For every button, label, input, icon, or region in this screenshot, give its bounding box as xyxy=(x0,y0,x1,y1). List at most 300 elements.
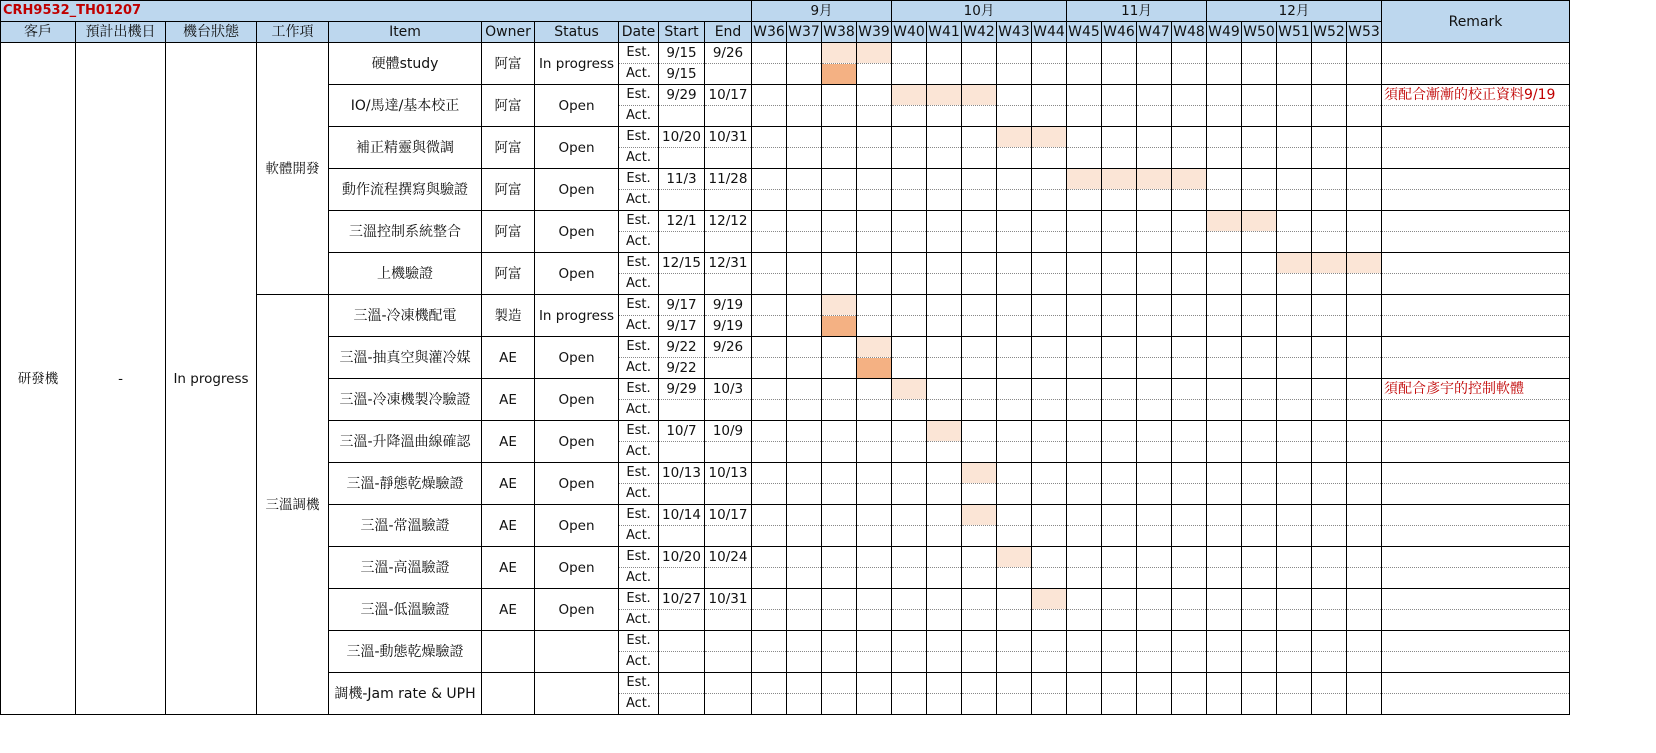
gantt-cell-act xyxy=(1032,274,1067,295)
gantt-cell-act xyxy=(787,568,822,589)
gantt-cell-est xyxy=(1137,43,1172,64)
act-start xyxy=(659,694,705,715)
gantt-cell-act xyxy=(1102,442,1137,463)
gantt-cell-act xyxy=(787,316,822,337)
gantt-cell-est xyxy=(1032,631,1067,652)
gantt-cell-est xyxy=(1347,631,1382,652)
gantt-cell-est xyxy=(997,589,1032,610)
task-status: In progress xyxy=(535,295,619,337)
gantt-cell-act xyxy=(927,484,962,505)
gantt-cell-act xyxy=(962,442,997,463)
gantt-cell-est xyxy=(1242,253,1277,274)
gantt-cell-est xyxy=(822,295,857,316)
gantt-cell-act xyxy=(752,610,787,631)
header-ship-date: 預計出機日 xyxy=(76,22,166,43)
gantt-cell-est xyxy=(1172,337,1207,358)
task-remark-act xyxy=(1382,484,1570,505)
gantt-cell-est xyxy=(1137,505,1172,526)
gantt-cell-est xyxy=(1137,337,1172,358)
gantt-cell-est xyxy=(1172,379,1207,400)
gantt-cell-est xyxy=(962,337,997,358)
gantt-cell-est xyxy=(1277,127,1312,148)
task-remark-act xyxy=(1382,610,1570,631)
gantt-cell-act xyxy=(1277,274,1312,295)
task-item: 動作流程撰寫與驗證 xyxy=(329,169,482,211)
gantt-cell-act xyxy=(822,316,857,337)
gantt-cell-est xyxy=(1137,85,1172,106)
date-type-est: Est. xyxy=(619,463,659,484)
gantt-cell-act xyxy=(787,358,822,379)
gantt-cell-est xyxy=(892,295,927,316)
gantt-cell-act xyxy=(822,106,857,127)
task-item: 三溫-常溫驗證 xyxy=(329,505,482,547)
gantt-cell-est xyxy=(997,253,1032,274)
gantt-cell-act xyxy=(1207,358,1242,379)
gantt-cell-est xyxy=(1312,169,1347,190)
gantt-cell-est xyxy=(1277,85,1312,106)
act-start: 9/17 xyxy=(659,316,705,337)
gantt-cell-est xyxy=(857,127,892,148)
gantt-cell-est xyxy=(1347,337,1382,358)
gantt-cell-act xyxy=(1172,442,1207,463)
gantt-cell-act xyxy=(822,148,857,169)
gantt-cell-est xyxy=(1242,673,1277,694)
gantt-cell-est xyxy=(787,547,822,568)
gantt-cell-est xyxy=(822,43,857,64)
gantt-cell-est xyxy=(857,673,892,694)
gantt-cell-act xyxy=(892,148,927,169)
gantt-cell-est xyxy=(1172,43,1207,64)
gantt-cell-est xyxy=(1207,253,1242,274)
machine-status-cell: In progress xyxy=(166,43,257,715)
gantt-cell-act xyxy=(1102,652,1137,673)
task-item: 調機-Jam rate & UPH xyxy=(329,673,482,715)
gantt-cell-act xyxy=(857,232,892,253)
gantt-cell-act xyxy=(1242,64,1277,85)
gantt-cell-est xyxy=(1172,421,1207,442)
gantt-cell-act xyxy=(1172,274,1207,295)
gantt-cell-est xyxy=(1207,505,1242,526)
gantt-cell-act xyxy=(892,526,927,547)
gantt-cell-est xyxy=(1347,85,1382,106)
task-item: 三溫-冷凍機製冷驗證 xyxy=(329,379,482,421)
gantt-cell-est xyxy=(1242,295,1277,316)
gantt-cell-est xyxy=(1032,85,1067,106)
week-header: W51 xyxy=(1277,22,1312,43)
gantt-cell-est xyxy=(1032,673,1067,694)
gantt-cell-est xyxy=(787,337,822,358)
gantt-cell-est xyxy=(1277,169,1312,190)
gantt-cell-act xyxy=(1172,610,1207,631)
gantt-cell-est xyxy=(752,43,787,64)
est-end: 12/31 xyxy=(705,253,752,274)
gantt-cell-est xyxy=(752,421,787,442)
gantt-cell-act xyxy=(1242,526,1277,547)
task-owner: 阿富 xyxy=(482,85,535,127)
gantt-cell-act xyxy=(1102,316,1137,337)
gantt-cell-act xyxy=(962,568,997,589)
gantt-cell-act xyxy=(1347,400,1382,421)
gantt-cell-act xyxy=(1277,400,1312,421)
gantt-cell-act xyxy=(752,274,787,295)
gantt-cell-act xyxy=(1347,652,1382,673)
gantt-cell-act xyxy=(1137,358,1172,379)
gantt-cell-est xyxy=(1277,211,1312,232)
gantt-cell-est xyxy=(1102,85,1137,106)
gantt-cell-est xyxy=(857,43,892,64)
gantt-cell-act xyxy=(1347,568,1382,589)
date-type-act: Act. xyxy=(619,694,659,715)
date-type-act: Act. xyxy=(619,274,659,295)
gantt-cell-act xyxy=(822,526,857,547)
week-header: W47 xyxy=(1137,22,1172,43)
date-type-act: Act. xyxy=(619,652,659,673)
gantt-cell-est xyxy=(857,547,892,568)
date-type-est: Est. xyxy=(619,673,659,694)
gantt-cell-act xyxy=(997,652,1032,673)
gantt-cell-act xyxy=(962,358,997,379)
gantt-cell-act xyxy=(1207,190,1242,211)
date-type-act: Act. xyxy=(619,526,659,547)
gantt-cell-act xyxy=(892,694,927,715)
gantt-cell-act xyxy=(927,568,962,589)
gantt-cell-act xyxy=(1172,358,1207,379)
gantt-cell-act xyxy=(1137,652,1172,673)
gantt-cell-est xyxy=(1172,127,1207,148)
gantt-cell-est xyxy=(752,505,787,526)
gantt-cell-est xyxy=(1277,505,1312,526)
month-header: 10月 xyxy=(892,1,1067,22)
gantt-cell-est xyxy=(1207,211,1242,232)
gantt-cell-est xyxy=(1277,673,1312,694)
gantt-cell-est xyxy=(962,379,997,400)
act-start xyxy=(659,106,705,127)
gantt-cell-est xyxy=(752,169,787,190)
gantt-cell-est xyxy=(1312,43,1347,64)
task-item: IO/馬達/基本校正 xyxy=(329,85,482,127)
task-status: Open xyxy=(535,211,619,253)
est-end: 10/17 xyxy=(705,505,752,526)
gantt-cell-est xyxy=(1137,673,1172,694)
gantt-cell-act xyxy=(997,190,1032,211)
task-status xyxy=(535,631,619,673)
gantt-cell-est xyxy=(997,505,1032,526)
gantt-cell-est xyxy=(1067,295,1102,316)
ship-date-cell: - xyxy=(76,43,166,715)
gantt-cell-act xyxy=(1067,568,1102,589)
task-owner: 阿富 xyxy=(482,253,535,295)
gantt-cell-est xyxy=(857,295,892,316)
gantt-cell-act xyxy=(857,316,892,337)
gantt-cell-est xyxy=(1102,253,1137,274)
act-start xyxy=(659,274,705,295)
task-row-est xyxy=(1,43,1570,64)
gantt-cell-est xyxy=(892,547,927,568)
task-owner: AE xyxy=(482,337,535,379)
gantt-cell-act xyxy=(962,148,997,169)
gantt-cell-act xyxy=(1032,64,1067,85)
gantt-cell-est xyxy=(927,673,962,694)
act-end xyxy=(705,106,752,127)
gantt-cell-act xyxy=(822,568,857,589)
gantt-cell-act xyxy=(927,526,962,547)
gantt-cell-est xyxy=(752,673,787,694)
gantt-cell-est xyxy=(1067,253,1102,274)
gantt-cell-est xyxy=(822,589,857,610)
task-status: Open xyxy=(535,589,619,631)
gantt-cell-act xyxy=(1067,106,1102,127)
gantt-cell-act xyxy=(787,148,822,169)
gantt-cell-act xyxy=(1347,106,1382,127)
gantt-cell-est xyxy=(997,85,1032,106)
gantt-cell-act xyxy=(1102,610,1137,631)
gantt-cell-est xyxy=(1242,589,1277,610)
act-end xyxy=(705,358,752,379)
gantt-cell-act xyxy=(822,190,857,211)
work-item-group: 三溫調機 xyxy=(257,295,329,715)
gantt-cell-est xyxy=(1172,505,1207,526)
gantt-cell-act xyxy=(1312,316,1347,337)
gantt-cell-act xyxy=(787,232,822,253)
date-type-est: Est. xyxy=(619,421,659,442)
gantt-cell-act xyxy=(1242,190,1277,211)
gantt-cell-act xyxy=(1137,232,1172,253)
gantt-cell-act xyxy=(1032,400,1067,421)
est-start: 9/29 xyxy=(659,85,705,106)
gantt-cell-act xyxy=(1312,442,1347,463)
task-remark xyxy=(1382,505,1570,526)
gantt-cell-act xyxy=(787,400,822,421)
gantt-cell-est xyxy=(1172,631,1207,652)
gantt-cell-est xyxy=(1032,463,1067,484)
header-customer: 客戶 xyxy=(1,22,76,43)
date-type-est: Est. xyxy=(619,253,659,274)
gantt-cell-act xyxy=(857,148,892,169)
task-item: 三溫-靜態乾燥驗證 xyxy=(329,463,482,505)
task-remark-act xyxy=(1382,694,1570,715)
task-remark-act xyxy=(1382,274,1570,295)
gantt-cell-est xyxy=(1137,547,1172,568)
act-start xyxy=(659,400,705,421)
act-end xyxy=(705,232,752,253)
gantt-cell-act xyxy=(857,652,892,673)
gantt-cell-est xyxy=(787,211,822,232)
gantt-cell-act xyxy=(1067,526,1102,547)
gantt-cell-est xyxy=(1277,421,1312,442)
est-start: 9/29 xyxy=(659,379,705,400)
gantt-cell-act xyxy=(1102,526,1137,547)
gantt-cell-est xyxy=(752,547,787,568)
gantt-cell-act xyxy=(1137,148,1172,169)
gantt-cell-act xyxy=(1347,274,1382,295)
task-owner: 阿富 xyxy=(482,211,535,253)
gantt-cell-act xyxy=(1102,232,1137,253)
gantt-cell-est xyxy=(1347,211,1382,232)
gantt-cell-act xyxy=(1312,64,1347,85)
gantt-cell-est xyxy=(822,631,857,652)
gantt-cell-act xyxy=(1032,526,1067,547)
gantt-cell-act xyxy=(1137,610,1172,631)
gantt-cell-est xyxy=(1312,253,1347,274)
gantt-cell-est xyxy=(1067,631,1102,652)
gantt-cell-act xyxy=(1172,400,1207,421)
week-header: W48 xyxy=(1172,22,1207,43)
gantt-cell-act xyxy=(962,484,997,505)
gantt-cell-est xyxy=(1312,337,1347,358)
date-type-est: Est. xyxy=(619,43,659,64)
week-header: W37 xyxy=(787,22,822,43)
gantt-cell-act xyxy=(787,484,822,505)
gantt-cell-est xyxy=(1137,295,1172,316)
gantt-cell-act xyxy=(1242,610,1277,631)
gantt-cell-est xyxy=(1347,463,1382,484)
gantt-cell-act xyxy=(1032,610,1067,631)
gantt-cell-act xyxy=(1137,190,1172,211)
gantt-cell-act xyxy=(892,652,927,673)
est-end: 9/26 xyxy=(705,337,752,358)
task-owner: AE xyxy=(482,421,535,463)
header-work-item: 工作項 xyxy=(257,22,329,43)
gantt-cell-est xyxy=(1242,547,1277,568)
gantt-cell-act xyxy=(1032,694,1067,715)
gantt-cell-est xyxy=(1277,253,1312,274)
header-row-columns xyxy=(1,22,1570,43)
gantt-cell-act xyxy=(1347,484,1382,505)
gantt-cell-act xyxy=(822,232,857,253)
task-status xyxy=(535,673,619,715)
gantt-cell-act xyxy=(1277,442,1312,463)
gantt-cell-est xyxy=(1067,547,1102,568)
month-header: 11月 xyxy=(1067,1,1207,22)
gantt-cell-est xyxy=(787,127,822,148)
gantt-cell-est xyxy=(997,337,1032,358)
gantt-cell-est xyxy=(892,253,927,274)
gantt-cell-act xyxy=(1312,694,1347,715)
gantt-cell-est xyxy=(1102,673,1137,694)
gantt-cell-est xyxy=(1242,631,1277,652)
gantt-cell-act xyxy=(1347,190,1382,211)
est-end: 11/28 xyxy=(705,169,752,190)
gantt-cell-act xyxy=(1277,106,1312,127)
gantt-cell-act xyxy=(1347,232,1382,253)
gantt-cell-act xyxy=(1277,652,1312,673)
gantt-cell-est xyxy=(927,463,962,484)
gantt-cell-act xyxy=(962,232,997,253)
task-remark xyxy=(1382,337,1570,358)
gantt-cell-act xyxy=(1032,568,1067,589)
gantt-cell-est xyxy=(857,589,892,610)
gantt-cell-est xyxy=(1102,631,1137,652)
gantt-cell-est xyxy=(1277,547,1312,568)
header-start: Start xyxy=(659,22,705,43)
est-start: 12/1 xyxy=(659,211,705,232)
task-remark: 須配合漸漸的校正資料9/19 xyxy=(1382,85,1570,106)
gantt-cell-est xyxy=(1347,505,1382,526)
gantt-cell-act xyxy=(997,694,1032,715)
gantt-cell-act xyxy=(1347,442,1382,463)
gantt-cell-act xyxy=(927,190,962,211)
act-start xyxy=(659,232,705,253)
gantt-cell-est xyxy=(1242,211,1277,232)
task-remark xyxy=(1382,169,1570,190)
gantt-cell-est xyxy=(962,127,997,148)
task-owner: AE xyxy=(482,463,535,505)
gantt-cell-est xyxy=(1137,127,1172,148)
act-start xyxy=(659,526,705,547)
gantt-cell-est xyxy=(1102,337,1137,358)
gantt-cell-act xyxy=(1067,484,1102,505)
est-end xyxy=(705,631,752,652)
est-end: 9/26 xyxy=(705,43,752,64)
gantt-cell-est xyxy=(927,631,962,652)
gantt-cell-est xyxy=(1207,463,1242,484)
gantt-cell-est xyxy=(892,169,927,190)
gantt-cell-act xyxy=(1067,652,1102,673)
gantt-cell-est xyxy=(1032,379,1067,400)
gantt-cell-act xyxy=(1277,232,1312,253)
task-remark xyxy=(1382,547,1570,568)
gantt-cell-act xyxy=(1067,358,1102,379)
gantt-cell-est xyxy=(822,673,857,694)
task-status: Open xyxy=(535,253,619,295)
gantt-cell-est xyxy=(997,379,1032,400)
week-header: W46 xyxy=(1102,22,1137,43)
gantt-cell-est xyxy=(822,421,857,442)
date-type-est: Est. xyxy=(619,295,659,316)
gantt-cell-act xyxy=(962,652,997,673)
gantt-cell-act xyxy=(857,64,892,85)
gantt-cell-act xyxy=(1137,316,1172,337)
gantt-cell-est xyxy=(787,463,822,484)
gantt-cell-est xyxy=(962,43,997,64)
est-end: 10/31 xyxy=(705,127,752,148)
gantt-cell-est xyxy=(1347,127,1382,148)
gantt-cell-act xyxy=(752,568,787,589)
est-start xyxy=(659,631,705,652)
gantt-cell-act xyxy=(1137,274,1172,295)
act-end xyxy=(705,400,752,421)
gantt-cell-est xyxy=(1137,589,1172,610)
gantt-cell-est xyxy=(1207,547,1242,568)
task-owner: AE xyxy=(482,547,535,589)
date-type-act: Act. xyxy=(619,148,659,169)
gantt-cell-est xyxy=(857,169,892,190)
gantt-cell-act xyxy=(962,106,997,127)
gantt-cell-est xyxy=(1137,463,1172,484)
gantt-cell-act xyxy=(1277,190,1312,211)
task-owner: AE xyxy=(482,505,535,547)
gantt-cell-act xyxy=(1207,484,1242,505)
task-owner xyxy=(482,673,535,715)
act-start: 9/22 xyxy=(659,358,705,379)
gantt-cell-act xyxy=(752,526,787,547)
gantt-cell-est xyxy=(962,673,997,694)
gantt-cell-act xyxy=(997,400,1032,421)
gantt-cell-act xyxy=(997,484,1032,505)
gantt-cell-est xyxy=(1137,379,1172,400)
gantt-cell-act xyxy=(1347,358,1382,379)
date-type-est: Est. xyxy=(619,211,659,232)
gantt-cell-est xyxy=(752,589,787,610)
gantt-cell-est xyxy=(1347,43,1382,64)
act-end xyxy=(705,610,752,631)
gantt-cell-act xyxy=(1207,610,1242,631)
gantt-cell-est xyxy=(787,421,822,442)
gantt-cell-act xyxy=(787,610,822,631)
gantt-cell-est xyxy=(892,211,927,232)
gantt-cell-est xyxy=(1067,463,1102,484)
gantt-cell-act xyxy=(892,106,927,127)
